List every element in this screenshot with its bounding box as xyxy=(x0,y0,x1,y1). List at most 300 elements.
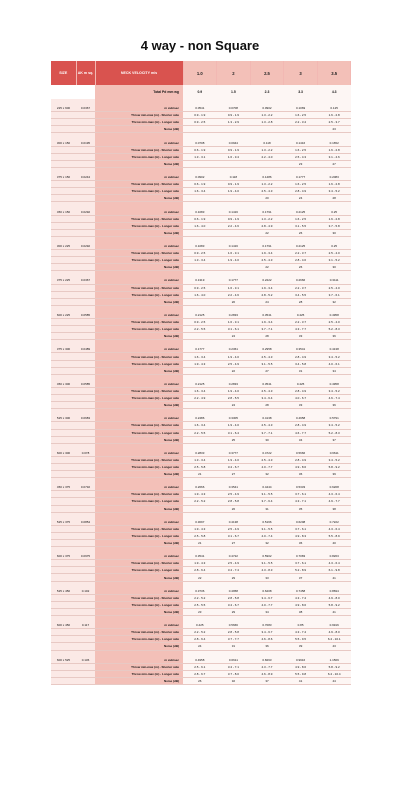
row-label: Noise (dB) xyxy=(95,436,183,443)
pressure-value: 1.5 xyxy=(217,85,251,99)
size-cell: 525 x 450 xyxy=(51,588,76,595)
ak-cell xyxy=(76,222,95,229)
value-cell: 0.4138 xyxy=(217,519,251,526)
size-cell: 450 x 150 xyxy=(51,209,76,216)
size-cell: 525 x 375 xyxy=(51,519,76,526)
value-cell: 0.4958 xyxy=(317,312,351,319)
value-cell: 1.9 - 4.0 xyxy=(217,422,251,429)
value-cell: 4.3 - 8.3 xyxy=(250,567,284,574)
value-cell xyxy=(284,305,318,312)
ak-cell xyxy=(76,250,95,257)
size-cell xyxy=(51,594,76,601)
value-cell xyxy=(183,271,217,278)
row-label: Noise (dB) xyxy=(95,126,183,133)
row-label xyxy=(95,271,183,278)
table-row xyxy=(51,319,351,326)
neck-velocity-header: NECK VELOCITY m/s xyxy=(95,61,183,85)
value-cell: 0.0902 xyxy=(250,105,284,112)
ak-cell xyxy=(76,643,95,650)
value-cell: 3.7 - 7.7 xyxy=(217,636,251,643)
value-cell: 32 xyxy=(250,540,284,547)
value-cell xyxy=(284,126,318,133)
value-cell xyxy=(217,160,251,167)
value-cell: 1.9 - 4.0 xyxy=(217,456,251,463)
value-cell: 6.4 - 10.4 xyxy=(317,670,351,677)
value-cell: 0.4138 xyxy=(250,415,284,422)
value-cell: 1.6 - 3.4 xyxy=(183,422,217,429)
value-cell: 0.1416 xyxy=(284,140,318,147)
value-cell: 2.5 - 6.1 xyxy=(183,663,217,670)
ak-cell: 0.0244 xyxy=(76,174,95,181)
row-label: m cub/sec xyxy=(95,381,183,388)
value-cell: 0.0708 xyxy=(217,105,251,112)
row-label xyxy=(95,236,183,243)
row-label: m cub/sec xyxy=(95,105,183,112)
value-cell: 1.9 - 3.4 xyxy=(250,319,284,326)
value-cell: 1.6 - 2.5 xyxy=(284,181,318,188)
value-cell xyxy=(250,340,284,347)
value-cell: 3.4 - 5.2 xyxy=(317,456,351,463)
value-cell xyxy=(284,167,318,174)
ak-cell xyxy=(76,133,95,140)
value-cell: 36 xyxy=(284,471,318,478)
value-cell: 0.1083 xyxy=(183,209,217,216)
size-cell xyxy=(51,291,76,298)
value-cell: 1.6 - 2.8 xyxy=(317,112,351,119)
value-cell: 3.1 - 5.5 xyxy=(250,560,284,567)
value-cell: 1.9 - 3.4 xyxy=(250,284,284,291)
value-cell: 1.6 - 3.4 xyxy=(217,153,251,160)
value-cell: 2.2 - 3.7 xyxy=(284,319,318,326)
value-cell xyxy=(250,305,284,312)
value-cell: 3.4 - 5.8 xyxy=(284,360,318,367)
row-label: Throw min-max (m) - Longer side xyxy=(95,463,183,470)
value-cell: 0.5666 xyxy=(284,450,318,457)
value-cell xyxy=(183,616,217,623)
value-cell: 0.3305 xyxy=(217,415,251,422)
ak-cell: 0.0489 xyxy=(76,346,95,353)
ak-cell xyxy=(76,333,95,340)
row-label: Noise (dB) xyxy=(95,505,183,512)
size-cell xyxy=(51,636,76,643)
value-cell: 1.3 - 2.2 xyxy=(250,215,284,222)
value-cell: 24 xyxy=(183,643,217,650)
value-cell: 0.7083 xyxy=(284,553,318,560)
value-cell xyxy=(183,298,217,305)
value-cell: 0.6611 xyxy=(317,450,351,457)
table-row xyxy=(51,112,351,119)
size-cell xyxy=(51,305,76,312)
table-row xyxy=(51,353,351,360)
table-row xyxy=(51,367,351,374)
table-row xyxy=(51,560,351,567)
value-cell xyxy=(183,581,217,588)
value-cell xyxy=(317,305,351,312)
value-cell xyxy=(284,271,318,278)
table-row xyxy=(51,601,351,608)
row-label: Throw min-max (m) - Longer side xyxy=(95,567,183,574)
value-cell xyxy=(250,374,284,381)
value-cell: 0.2833 xyxy=(183,450,217,457)
value-cell: 1.3 - 2.8 xyxy=(250,119,284,126)
value-cell: 1.6 - 2.5 xyxy=(284,215,318,222)
value-cell xyxy=(284,547,318,554)
value-cell xyxy=(250,126,284,133)
value-cell: 4.6 - 7.4 xyxy=(317,395,351,402)
table-row xyxy=(51,636,351,643)
ak-cell xyxy=(76,512,95,519)
row-label: Throw min-max (m) - Shorter side xyxy=(95,319,183,326)
ak-cell xyxy=(76,616,95,623)
value-cell: 27 xyxy=(217,540,251,547)
value-cell: 4.3 - 7.4 xyxy=(284,629,318,636)
value-cell: 3.1 - 5.5 xyxy=(284,222,318,229)
value-cell: 0.2833 xyxy=(217,381,251,388)
table-row xyxy=(51,395,351,402)
size-cell xyxy=(51,229,76,236)
ak-cell xyxy=(76,374,95,381)
ak-cell xyxy=(76,153,95,160)
value-cell: 4.3 - 7.7 xyxy=(250,663,284,670)
pressure-row xyxy=(51,85,351,99)
value-cell xyxy=(250,133,284,140)
group-spacer xyxy=(51,374,351,381)
table-row xyxy=(51,505,351,512)
value-cell: 2.5 - 4.3 xyxy=(250,188,284,195)
value-cell: 5.8 - 9.2 xyxy=(317,463,351,470)
size-cell xyxy=(51,422,76,429)
value-cell: 33 xyxy=(284,402,318,409)
table-row xyxy=(51,153,351,160)
ak-cell xyxy=(76,456,95,463)
value-cell: 0.4722 xyxy=(250,450,284,457)
ak-cell xyxy=(76,326,95,333)
table-row xyxy=(51,381,351,388)
ak-cell xyxy=(76,367,95,374)
value-cell: 3.1 - 6.7 xyxy=(217,532,251,539)
value-cell xyxy=(250,160,284,167)
value-cell: 2.5 - 4.9 xyxy=(217,560,251,567)
table-row xyxy=(51,264,351,271)
value-cell: 0.6 - 1.9 xyxy=(183,181,217,188)
value-cell: 0.85 xyxy=(284,622,318,629)
value-cell: 2.5 - 4.0 xyxy=(317,250,351,257)
value-cell: 0.118 xyxy=(217,174,251,181)
value-cell: 0.3111 xyxy=(317,277,351,284)
table-row xyxy=(51,146,351,153)
size-cell xyxy=(51,319,76,326)
value-cell: 3.1 - 5.5 xyxy=(250,525,284,532)
value-cell: 34 xyxy=(250,608,284,615)
size-cell xyxy=(51,160,76,167)
value-cell xyxy=(250,478,284,485)
value-cell xyxy=(317,167,351,174)
value-cell xyxy=(183,229,217,236)
value-cell xyxy=(284,581,318,588)
row-label: Throw min-max (m) - Longer side xyxy=(95,395,183,402)
value-cell: 0.1777 xyxy=(284,174,318,181)
row-label: Throw min-max (m) - Shorter side xyxy=(95,456,183,463)
value-cell xyxy=(250,650,284,657)
value-cell: 3.4 - 7.4 xyxy=(217,567,251,574)
size-cell xyxy=(51,298,76,305)
row-label: Throw min-max (m) - Longer side xyxy=(95,670,183,677)
table-row xyxy=(51,243,351,250)
value-cell: 37 xyxy=(317,436,351,443)
value-cell: 4.0 - 7.4 xyxy=(250,532,284,539)
value-cell: 1.6 - 2.8 xyxy=(317,215,351,222)
row-label: Throw min-max (m) - Longer side xyxy=(95,498,183,505)
value-cell xyxy=(284,374,318,381)
value-cell: 26 xyxy=(284,264,318,271)
group-spacer xyxy=(51,443,351,450)
value-cell: 0.1416 xyxy=(217,243,251,250)
value-cell: 4.9 - 8.0 xyxy=(317,594,351,601)
value-cell: 44 xyxy=(317,677,351,684)
ak-cell xyxy=(76,471,95,478)
value-cell: 0.2125 xyxy=(183,381,217,388)
value-cell: 2.8 - 5.8 xyxy=(217,594,251,601)
value-cell: 2.5 - 4.0 xyxy=(317,284,351,291)
size-cell xyxy=(51,525,76,532)
value-cell: 1.3 - 2.2 xyxy=(250,146,284,153)
ak-cell xyxy=(76,236,95,243)
table-row xyxy=(51,174,351,181)
row-label: Noise (dB) xyxy=(95,264,183,271)
value-cell: 2.8 - 4.6 xyxy=(284,257,318,264)
group-spacer xyxy=(51,271,351,278)
value-cell xyxy=(250,512,284,519)
value-cell: 26 xyxy=(183,677,217,684)
pressure-label: Total Pd mm wg xyxy=(95,85,183,99)
value-cell: 0.5333 xyxy=(284,484,318,491)
value-cell: 3.7 - 6.4 xyxy=(250,498,284,505)
value-cell xyxy=(284,409,318,416)
size-cell xyxy=(51,643,76,650)
value-cell: 30 xyxy=(317,264,351,271)
row-label: Noise (dB) xyxy=(95,229,183,236)
table-row xyxy=(51,553,351,560)
size-cell xyxy=(51,491,76,498)
value-cell: 0.2666 xyxy=(284,277,318,284)
ak-cell xyxy=(76,608,95,615)
value-cell xyxy=(284,340,318,347)
value-cell: 0.3541 xyxy=(217,484,251,491)
size-cell xyxy=(51,456,76,463)
size-cell xyxy=(51,188,76,195)
value-cell: 1.6 - 3.4 xyxy=(183,188,217,195)
value-cell: 4.3 - 7.4 xyxy=(284,594,318,601)
table-row xyxy=(51,532,351,539)
row-label: Throw min-max (m) - Longer side xyxy=(95,601,183,608)
value-cell: 0.6208 xyxy=(250,588,284,595)
table-row xyxy=(51,491,351,498)
value-cell: 2.5 - 4.3 xyxy=(250,456,284,463)
value-cell: 1.3 - 2.2 xyxy=(250,181,284,188)
size-cell xyxy=(51,133,76,140)
ak-cell xyxy=(76,319,95,326)
value-cell xyxy=(217,340,251,347)
size-cell: 525 x 300 xyxy=(51,415,76,422)
value-cell: 0.2083 xyxy=(317,174,351,181)
value-cell xyxy=(217,202,251,209)
ak-cell: 0.0292 xyxy=(76,243,95,250)
group-spacer xyxy=(51,409,351,416)
size-cell xyxy=(51,574,76,581)
row-label: Noise (dB) xyxy=(95,540,183,547)
value-cell: 0.1069 xyxy=(284,105,318,112)
row-label: Throw min-max (m) - Shorter side xyxy=(95,560,183,567)
value-cell: 2.5 - 4.3 xyxy=(284,153,318,160)
value-cell: 41 xyxy=(317,574,351,581)
value-cell xyxy=(217,236,251,243)
table-row xyxy=(51,498,351,505)
value-cell: 2.5 - 4.9 xyxy=(217,360,251,367)
table-row xyxy=(51,257,351,264)
value-cell: 2.2 - 3.7 xyxy=(284,250,318,257)
row-label: Throw min-max (m) - Shorter side xyxy=(95,387,183,394)
value-cell: 0.6 - 1.9 xyxy=(183,146,217,153)
size-cell xyxy=(51,367,76,374)
ak-cell: 0.0367 xyxy=(76,277,95,284)
table-body xyxy=(51,99,351,684)
value-cell: 27 xyxy=(250,367,284,374)
row-label: Noise (dB) xyxy=(95,643,183,650)
row-label xyxy=(95,305,183,312)
value-cell: 26 xyxy=(284,229,318,236)
value-cell: 43 xyxy=(317,643,351,650)
ak-cell xyxy=(76,257,95,264)
value-cell xyxy=(217,443,251,450)
value-cell: 1.6 - 2.8 xyxy=(317,146,351,153)
value-cell: 4.6 - 7.7 xyxy=(284,429,318,436)
group-spacer xyxy=(51,512,351,519)
ak-cell xyxy=(76,677,95,684)
value-cell xyxy=(217,264,251,271)
value-cell: 4.3 - 7.7 xyxy=(284,326,318,333)
table-row xyxy=(51,402,351,409)
ak-cell xyxy=(76,525,95,532)
value-cell: 0.9916 xyxy=(284,657,318,664)
value-cell: 0.3541 xyxy=(284,346,318,353)
value-cell: 1.6 - 3.4 xyxy=(183,387,217,394)
value-cell: 0.1777 xyxy=(217,277,251,284)
value-cell: 2.5 - 3.7 xyxy=(317,119,351,126)
value-cell xyxy=(183,202,217,209)
group-spacer xyxy=(51,202,351,209)
row-label: Noise (dB) xyxy=(95,402,183,409)
group-spacer xyxy=(51,167,351,174)
ak-cell xyxy=(76,402,95,409)
size-cell: 600 x 525 xyxy=(51,657,76,664)
value-cell xyxy=(317,581,351,588)
table-row xyxy=(51,422,351,429)
value-cell: 1.3 - 3.4 xyxy=(183,456,217,463)
value-cell xyxy=(317,478,351,485)
row-label: Noise (dB) xyxy=(95,677,183,684)
value-cell xyxy=(250,167,284,174)
size-cell: 450 x 375 xyxy=(51,484,76,491)
ak-cell: 0.136 xyxy=(76,657,95,664)
value-cell xyxy=(250,202,284,209)
value-cell: 20 xyxy=(250,195,284,202)
ak-cell: 0.0585 xyxy=(76,312,95,319)
value-cell xyxy=(183,333,217,340)
value-cell: 1.6 - 3.1 xyxy=(217,284,251,291)
row-label xyxy=(95,512,183,519)
value-cell xyxy=(183,512,217,519)
value-cell: 0.8694 xyxy=(317,588,351,595)
size-cell xyxy=(51,284,76,291)
value-cell: 1.9 - 4.0 xyxy=(217,387,251,394)
table-row xyxy=(51,119,351,126)
value-cell: 1.9 - 3.4 xyxy=(250,250,284,257)
value-cell: 33 xyxy=(284,333,318,340)
value-cell: 37 xyxy=(250,677,284,684)
value-cell: 22 xyxy=(250,229,284,236)
value-cell xyxy=(217,126,251,133)
value-cell: 37 xyxy=(284,574,318,581)
value-cell: 2.8 - 4.9 xyxy=(284,387,318,394)
size-cell: 450 x 300 xyxy=(51,381,76,388)
value-cell: 3.4 - 6.7 xyxy=(217,463,251,470)
value-cell: 2.2 - 5.2 xyxy=(183,594,217,601)
value-cell xyxy=(284,512,318,519)
value-cell: 31 xyxy=(284,367,318,374)
value-cell: 2.2 - 5.5 xyxy=(183,429,217,436)
row-label: m cub/sec xyxy=(95,588,183,595)
value-cell: 1.1569 xyxy=(317,657,351,664)
table-row xyxy=(51,574,351,581)
size-cell xyxy=(51,601,76,608)
value-cell: 3.4 - 7.1 xyxy=(217,663,251,670)
row-label: m cub/sec xyxy=(95,277,183,284)
value-cell: 2.8 - 4.9 xyxy=(284,422,318,429)
value-cell: 2.2 - 4.6 xyxy=(217,291,251,298)
row-label: m cub/sec xyxy=(95,553,183,560)
value-cell xyxy=(183,340,217,347)
value-cell xyxy=(217,478,251,485)
value-cell: 2.8 - 4.9 xyxy=(284,456,318,463)
row-label: Noise (dB) xyxy=(95,195,183,202)
value-cell: 24 xyxy=(217,333,251,340)
value-cell xyxy=(183,126,217,133)
row-label: Noise (dB) xyxy=(95,471,183,478)
row-label: Throw min-max (m) - Longer side xyxy=(95,257,183,264)
value-cell: 1.6 - 2.8 xyxy=(317,181,351,188)
value-cell: 0.6208 xyxy=(284,519,318,526)
value-cell xyxy=(317,340,351,347)
row-label xyxy=(95,409,183,416)
value-cell xyxy=(317,236,351,243)
value-cell: 0.2125 xyxy=(183,312,217,319)
value-cell xyxy=(284,236,318,243)
ak-cell: 0.078 xyxy=(76,450,95,457)
pressure-value: 4.3 xyxy=(317,85,351,99)
ak-cell xyxy=(76,594,95,601)
value-cell: 26 xyxy=(217,505,251,512)
size-cell xyxy=(51,195,76,202)
size-cell xyxy=(51,119,76,126)
row-label xyxy=(95,616,183,623)
row-label: Throw min-max (m) - Longer side xyxy=(95,188,183,195)
size-cell xyxy=(51,663,76,670)
ak-cell xyxy=(76,629,95,636)
row-label: Noise (dB) xyxy=(95,333,183,340)
value-cell: 0.4444 xyxy=(250,484,284,491)
table-row xyxy=(51,105,351,112)
value-cell: 23 xyxy=(317,126,351,133)
